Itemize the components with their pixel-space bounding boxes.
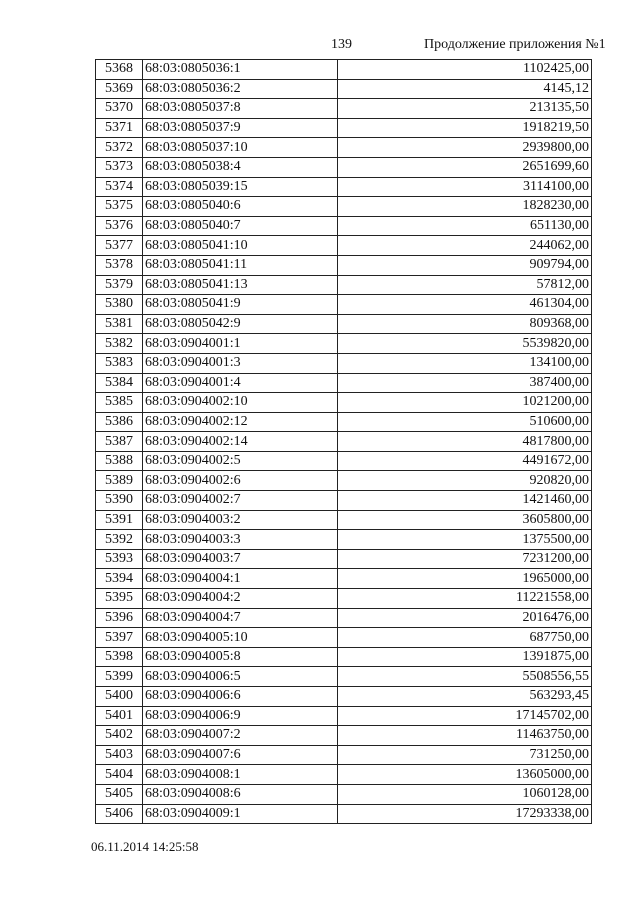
cadastral-number-cell: 68:03:0904003:2: [143, 510, 338, 530]
cadastral-value-cell: 13605000,00: [338, 765, 592, 785]
row-number-cell: 5390: [96, 491, 143, 511]
cadastral-value-cell: 1391875,00: [338, 647, 592, 667]
row-number-cell: 5404: [96, 765, 143, 785]
cadastral-number-cell: 68:03:0904004:2: [143, 589, 338, 609]
row-number-cell: 5405: [96, 784, 143, 804]
cadastral-number-cell: 68:03:0904002:6: [143, 471, 338, 491]
cadastral-number-cell: 68:03:0904006:5: [143, 667, 338, 687]
table-row: [96, 549, 592, 569]
cadastral-number-cell: 68:03:0904002:14: [143, 432, 338, 452]
table-row: [96, 726, 592, 746]
table-row: [96, 118, 592, 138]
cadastral-value-cell: 4145,12: [338, 79, 592, 99]
cadastral-number-cell: 68:03:0805041:11: [143, 255, 338, 275]
row-number-cell: 5397: [96, 628, 143, 648]
table-row: [96, 530, 592, 550]
cadastral-number-cell: 68:03:0904009:1: [143, 804, 338, 824]
cadastral-value-cell: 1965000,00: [338, 569, 592, 589]
cadastral-number-cell: 68:03:0904007:6: [143, 745, 338, 765]
table-row: [96, 177, 592, 197]
cadastral-value-cell: 3114100,00: [338, 177, 592, 197]
page-number: 139: [331, 37, 352, 52]
cadastral-number-cell: 68:03:0904007:2: [143, 726, 338, 746]
row-number-cell: 5400: [96, 687, 143, 707]
cadastral-number-cell: 68:03:0904003:3: [143, 530, 338, 550]
row-number-cell: 5375: [96, 197, 143, 217]
cadastral-number-cell: 68:03:0904006:6: [143, 687, 338, 707]
row-number-cell: 5376: [96, 216, 143, 236]
row-number-cell: 5388: [96, 451, 143, 471]
row-number-cell: 5386: [96, 412, 143, 432]
cadastral-number-cell: 68:03:0805041:9: [143, 295, 338, 315]
table-row: [96, 510, 592, 530]
row-number-cell: 5395: [96, 589, 143, 609]
table-row: [96, 432, 592, 452]
cadastral-number-cell: 68:03:0805041:13: [143, 275, 338, 295]
cadastral-value-cell: 4491672,00: [338, 451, 592, 471]
cadastral-value-cell: 5508556,55: [338, 667, 592, 687]
row-number-cell: 5383: [96, 353, 143, 373]
table-row: [96, 765, 592, 785]
table-row: [96, 236, 592, 256]
row-number-cell: 5372: [96, 138, 143, 158]
table-row: [96, 706, 592, 726]
cadastral-number-cell: 68:03:0805037:10: [143, 138, 338, 158]
cadastral-number-cell: 68:03:0904002:7: [143, 491, 338, 511]
cadastral-value-cell: 2939800,00: [338, 138, 592, 158]
table-row: [96, 138, 592, 158]
row-number-cell: 5369: [96, 79, 143, 99]
table-row: [96, 393, 592, 413]
cadastral-value-cell: 731250,00: [338, 745, 592, 765]
row-number-cell: 5392: [96, 530, 143, 550]
cadastral-number-cell: 68:03:0904005:10: [143, 628, 338, 648]
cadastral-number-cell: 68:03:0904001:3: [143, 353, 338, 373]
row-number-cell: 5401: [96, 706, 143, 726]
table-row: [96, 157, 592, 177]
row-number-cell: 5374: [96, 177, 143, 197]
row-number-cell: 5402: [96, 726, 143, 746]
cadastral-value-cell: 17293338,00: [338, 804, 592, 824]
cadastral-number-cell: 68:03:0805039:15: [143, 177, 338, 197]
cadastral-number-cell: 68:03:0805038:4: [143, 157, 338, 177]
cadastral-number-cell: 68:03:0805037:9: [143, 118, 338, 138]
cadastral-value-cell: 1060128,00: [338, 784, 592, 804]
cadastral-value-cell: 461304,00: [338, 295, 592, 315]
cadastral-value-cell: 2016476,00: [338, 608, 592, 628]
table-row: [96, 314, 592, 334]
row-number-cell: 5371: [96, 118, 143, 138]
print-timestamp: 06.11.2014 14:25:58: [91, 839, 199, 854]
cadastral-value-cell: 17145702,00: [338, 706, 592, 726]
cadastral-value-cell: 1375500,00: [338, 530, 592, 550]
cadastral-value-cell: 1828230,00: [338, 197, 592, 217]
cadastral-value-cell: 244062,00: [338, 236, 592, 256]
cadastral-value-cell: 134100,00: [338, 353, 592, 373]
row-number-cell: 5379: [96, 275, 143, 295]
cadastral-number-cell: 68:03:0904002:12: [143, 412, 338, 432]
cadastral-value-cell: 57812,00: [338, 275, 592, 295]
table-row: [96, 334, 592, 354]
row-number-cell: 5393: [96, 549, 143, 569]
cadastral-value-table: [95, 59, 592, 824]
row-number-cell: 5399: [96, 667, 143, 687]
cadastral-number-cell: 68:03:0805040:6: [143, 197, 338, 217]
cadastral-value-cell: 213135,50: [338, 99, 592, 119]
cadastral-value-cell: 3605800,00: [338, 510, 592, 530]
cadastral-value-cell: 651130,00: [338, 216, 592, 236]
cadastral-number-cell: 68:03:0805040:7: [143, 216, 338, 236]
cadastral-number-cell: 68:03:0904005:8: [143, 647, 338, 667]
cadastral-number-cell: 68:03:0805041:10: [143, 236, 338, 256]
cadastral-number-cell: 68:03:0904008:1: [143, 765, 338, 785]
cadastral-value-cell: 687750,00: [338, 628, 592, 648]
cadastral-value-cell: 1421460,00: [338, 491, 592, 511]
row-number-cell: 5403: [96, 745, 143, 765]
row-number-cell: 5387: [96, 432, 143, 452]
cadastral-value-cell: 510600,00: [338, 412, 592, 432]
row-number-cell: 5396: [96, 608, 143, 628]
cadastral-number-cell: 68:03:0904008:6: [143, 784, 338, 804]
table-row: [96, 373, 592, 393]
cadastral-value-cell: 563293,45: [338, 687, 592, 707]
row-number-cell: 5380: [96, 295, 143, 315]
row-number-cell: 5382: [96, 334, 143, 354]
table-row: [96, 804, 592, 824]
table-row: [96, 745, 592, 765]
table-row: [96, 255, 592, 275]
cadastral-value-cell: 909794,00: [338, 255, 592, 275]
cadastral-value-cell: 387400,00: [338, 373, 592, 393]
cadastral-number-cell: 68:03:0904001:4: [143, 373, 338, 393]
table-row: [96, 451, 592, 471]
table-row: [96, 79, 592, 99]
cadastral-number-cell: 68:03:0805042:9: [143, 314, 338, 334]
row-number-cell: 5385: [96, 393, 143, 413]
row-number-cell: 5377: [96, 236, 143, 256]
row-number-cell: 5381: [96, 314, 143, 334]
table-row: [96, 353, 592, 373]
cadastral-number-cell: 68:03:0805037:8: [143, 99, 338, 119]
cadastral-number-cell: 68:03:0904004:1: [143, 569, 338, 589]
table-row: [96, 667, 592, 687]
cadastral-value-cell: 1021200,00: [338, 393, 592, 413]
cadastral-number-cell: 68:03:0904006:9: [143, 706, 338, 726]
row-number-cell: 5398: [96, 647, 143, 667]
row-number-cell: 5394: [96, 569, 143, 589]
cadastral-value-cell: 5539820,00: [338, 334, 592, 354]
row-number-cell: 5391: [96, 510, 143, 530]
row-number-cell: 5370: [96, 99, 143, 119]
cadastral-value-cell: 11463750,00: [338, 726, 592, 746]
table-body: [96, 60, 592, 824]
table-row: [96, 569, 592, 589]
cadastral-value-cell: 920820,00: [338, 471, 592, 491]
row-number-cell: 5406: [96, 804, 143, 824]
row-number-cell: 5384: [96, 373, 143, 393]
table-row: [96, 784, 592, 804]
table-row: [96, 628, 592, 648]
cadastral-value-cell: 7231200,00: [338, 549, 592, 569]
table-row: [96, 99, 592, 119]
cadastral-value-cell: 4817800,00: [338, 432, 592, 452]
cadastral-number-cell: 68:03:0904003:7: [143, 549, 338, 569]
cadastral-number-cell: 68:03:0904002:5: [143, 451, 338, 471]
table-row: [96, 275, 592, 295]
row-number-cell: 5378: [96, 255, 143, 275]
cadastral-number-cell: 68:03:0904001:1: [143, 334, 338, 354]
table-row: [96, 491, 592, 511]
row-number-cell: 5368: [96, 60, 143, 80]
table-row: [96, 608, 592, 628]
cadastral-value-cell: 11221558,00: [338, 589, 592, 609]
table-row: [96, 412, 592, 432]
row-number-cell: 5373: [96, 157, 143, 177]
cadastral-number-cell: 68:03:0904002:10: [143, 393, 338, 413]
cadastral-number-cell: 68:03:0805036:1: [143, 60, 338, 80]
table-row: [96, 471, 592, 491]
cadastral-value-cell: 2651699,60: [338, 157, 592, 177]
table-row: [96, 216, 592, 236]
table-row: [96, 197, 592, 217]
cadastral-number-cell: 68:03:0805036:2: [143, 79, 338, 99]
table-row: [96, 60, 592, 80]
table-row: [96, 295, 592, 315]
table-row: [96, 647, 592, 667]
cadastral-value-cell: 809368,00: [338, 314, 592, 334]
cadastral-number-cell: 68:03:0904004:7: [143, 608, 338, 628]
table-row: [96, 589, 592, 609]
cadastral-value-cell: 1918219,50: [338, 118, 592, 138]
appendix-continuation-note: Продолжение приложения №1: [424, 37, 606, 52]
cadastral-value-cell: 1102425,00: [338, 60, 592, 80]
table-row: [96, 687, 592, 707]
row-number-cell: 5389: [96, 471, 143, 491]
